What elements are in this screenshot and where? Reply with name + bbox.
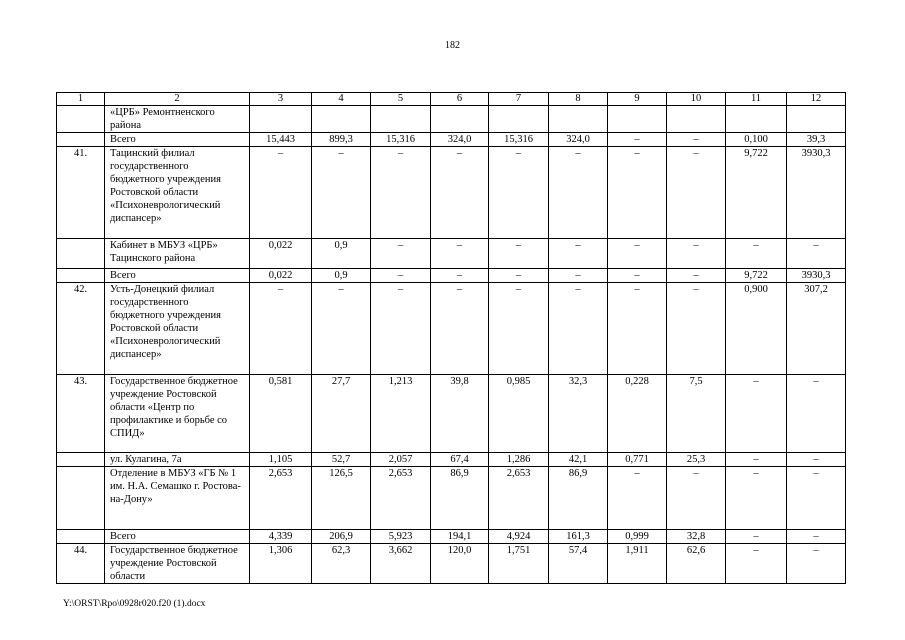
value-cell: 0,9 bbox=[312, 239, 371, 269]
value-cell: 206,9 bbox=[312, 530, 371, 544]
value-cell: 27,7 bbox=[312, 375, 371, 453]
value-cell: – bbox=[608, 147, 667, 239]
value-cell: – bbox=[489, 147, 549, 239]
table-row bbox=[57, 283, 846, 375]
value-cell: 32,3 bbox=[549, 375, 608, 453]
table-body bbox=[57, 106, 846, 584]
value-cell bbox=[726, 106, 787, 133]
value-cell: – bbox=[726, 239, 787, 269]
header-cell: 6 bbox=[431, 93, 489, 106]
value-cell: – bbox=[667, 147, 726, 239]
header-cell: 3 bbox=[250, 93, 312, 106]
value-cell: – bbox=[667, 239, 726, 269]
value-cell: – bbox=[431, 283, 489, 375]
row-number-cell: 41. bbox=[57, 147, 105, 239]
value-cell: 15,316 bbox=[489, 133, 549, 147]
header-cell: 10 bbox=[667, 93, 726, 106]
value-cell: – bbox=[549, 283, 608, 375]
value-cell bbox=[312, 106, 371, 133]
row-number-cell: 42. bbox=[57, 283, 105, 375]
value-cell: – bbox=[787, 467, 846, 530]
value-cell: 4,339 bbox=[250, 530, 312, 544]
value-cell: – bbox=[726, 467, 787, 530]
value-cell: – bbox=[667, 269, 726, 283]
value-cell: 0,228 bbox=[608, 375, 667, 453]
value-cell: 0,771 bbox=[608, 453, 667, 467]
value-cell: 15,443 bbox=[250, 133, 312, 147]
value-cell: – bbox=[371, 239, 431, 269]
value-cell: 5,923 bbox=[371, 530, 431, 544]
row-number-cell bbox=[57, 530, 105, 544]
value-cell: – bbox=[608, 239, 667, 269]
institution-name-cell: ул. Кулагина, 7а bbox=[105, 453, 250, 467]
value-cell: – bbox=[726, 375, 787, 453]
value-cell: 57,4 bbox=[549, 544, 608, 584]
value-cell: 1,105 bbox=[250, 453, 312, 467]
value-cell: 161,3 bbox=[549, 530, 608, 544]
institution-name-cell: Кабинет в МБУЗ «ЦРБ» Тацинского района bbox=[105, 239, 250, 269]
institution-name-cell: Всего bbox=[105, 530, 250, 544]
value-cell: – bbox=[250, 283, 312, 375]
value-cell: 86,9 bbox=[431, 467, 489, 530]
data-table bbox=[56, 92, 846, 584]
institution-name-cell: Всего bbox=[105, 133, 250, 147]
row-number-cell bbox=[57, 133, 105, 147]
value-cell: – bbox=[489, 283, 549, 375]
table-row bbox=[57, 530, 846, 544]
table-row bbox=[57, 467, 846, 530]
value-cell: – bbox=[371, 269, 431, 283]
value-cell: – bbox=[787, 544, 846, 584]
value-cell: 0,999 bbox=[608, 530, 667, 544]
value-cell: – bbox=[787, 239, 846, 269]
value-cell: – bbox=[608, 269, 667, 283]
value-cell: 120,0 bbox=[431, 544, 489, 584]
value-cell: 1,213 bbox=[371, 375, 431, 453]
value-cell bbox=[667, 106, 726, 133]
table-row bbox=[57, 375, 846, 453]
value-cell: – bbox=[312, 147, 371, 239]
value-cell: – bbox=[726, 530, 787, 544]
value-cell: – bbox=[787, 453, 846, 467]
value-cell: 324,0 bbox=[549, 133, 608, 147]
value-cell: 62,6 bbox=[667, 544, 726, 584]
value-cell: 52,7 bbox=[312, 453, 371, 467]
value-cell: 62,3 bbox=[312, 544, 371, 584]
value-cell: 9,722 bbox=[726, 269, 787, 283]
value-cell: – bbox=[371, 147, 431, 239]
value-cell bbox=[489, 106, 549, 133]
row-number-cell bbox=[57, 269, 105, 283]
value-cell: 9,722 bbox=[726, 147, 787, 239]
table-row bbox=[57, 239, 846, 269]
value-cell: 324,0 bbox=[431, 133, 489, 147]
table-row bbox=[57, 147, 846, 239]
institution-name-cell: Государственное бюджетное учреждение Ростовской области bbox=[105, 544, 250, 584]
value-cell: 86,9 bbox=[549, 467, 608, 530]
header-cell: 9 bbox=[608, 93, 667, 106]
value-cell: 7,5 bbox=[667, 375, 726, 453]
file-path-footer: Y:\ORST\Rpo\0928r020.f20 (1).docx bbox=[63, 599, 206, 609]
value-cell: – bbox=[608, 467, 667, 530]
value-cell: – bbox=[667, 283, 726, 375]
value-cell: 2,057 bbox=[371, 453, 431, 467]
value-cell: 0,022 bbox=[250, 239, 312, 269]
value-cell: 39,3 bbox=[787, 133, 846, 147]
row-number-cell bbox=[57, 106, 105, 133]
value-cell bbox=[787, 106, 846, 133]
value-cell: 1,751 bbox=[489, 544, 549, 584]
value-cell: – bbox=[489, 239, 549, 269]
row-number-cell bbox=[57, 467, 105, 530]
value-cell: 1,306 bbox=[250, 544, 312, 584]
value-cell: – bbox=[431, 239, 489, 269]
value-cell: 2,653 bbox=[250, 467, 312, 530]
value-cell: – bbox=[608, 133, 667, 147]
header-cell: 4 bbox=[312, 93, 371, 106]
value-cell: 126,5 bbox=[312, 467, 371, 530]
value-cell: 0,022 bbox=[250, 269, 312, 283]
value-cell: – bbox=[489, 269, 549, 283]
value-cell: – bbox=[608, 283, 667, 375]
value-cell bbox=[431, 106, 489, 133]
value-cell: 0,581 bbox=[250, 375, 312, 453]
header-cell: 7 bbox=[489, 93, 549, 106]
value-cell: 42,1 bbox=[549, 453, 608, 467]
value-cell: 0,985 bbox=[489, 375, 549, 453]
header-cell: 8 bbox=[549, 93, 608, 106]
value-cell: 32,8 bbox=[667, 530, 726, 544]
table-row bbox=[57, 269, 846, 283]
value-cell: – bbox=[549, 269, 608, 283]
value-cell bbox=[250, 106, 312, 133]
column-number-row bbox=[57, 93, 846, 106]
institution-name-cell: Всего bbox=[105, 269, 250, 283]
value-cell: – bbox=[312, 283, 371, 375]
institution-name-cell: «ЦРБ» Ремонтненского района bbox=[105, 106, 250, 133]
institution-name-cell: Усть-Донецкий филиал государственного бюджетного учреждения Ростовской области «Психоневрологический диспансер» bbox=[105, 283, 250, 375]
row-number-cell: 44. bbox=[57, 544, 105, 584]
table-row bbox=[57, 133, 846, 147]
institution-name-cell: Отделение в МБУЗ «ГБ № 1 им. Н.А. Семашко г. Ростова-на-Дону» bbox=[105, 467, 250, 530]
header-cell: 12 bbox=[787, 93, 846, 106]
value-cell: 1,911 bbox=[608, 544, 667, 584]
value-cell: 307,2 bbox=[787, 283, 846, 375]
row-number-cell bbox=[57, 239, 105, 269]
table-row bbox=[57, 453, 846, 467]
value-cell: – bbox=[667, 133, 726, 147]
header-cell: 1 bbox=[57, 93, 105, 106]
value-cell: – bbox=[726, 453, 787, 467]
page-number: 182 bbox=[445, 40, 460, 51]
value-cell: – bbox=[371, 283, 431, 375]
value-cell: 0,900 bbox=[726, 283, 787, 375]
value-cell: – bbox=[549, 239, 608, 269]
institution-name-cell: Тацинский филиал государственного бюджетного учреждения Ростовской области «Психоневрологический диспансер» bbox=[105, 147, 250, 239]
value-cell: – bbox=[250, 147, 312, 239]
value-cell: – bbox=[726, 544, 787, 584]
value-cell bbox=[371, 106, 431, 133]
value-cell: – bbox=[667, 467, 726, 530]
value-cell bbox=[608, 106, 667, 133]
value-cell: 1,286 bbox=[489, 453, 549, 467]
row-number-cell bbox=[57, 453, 105, 467]
value-cell: 39,8 bbox=[431, 375, 489, 453]
value-cell: 15,316 bbox=[371, 133, 431, 147]
value-cell: – bbox=[787, 530, 846, 544]
value-cell: 2,653 bbox=[489, 467, 549, 530]
value-cell bbox=[549, 106, 608, 133]
value-cell: 67,4 bbox=[431, 453, 489, 467]
value-cell: 25,3 bbox=[667, 453, 726, 467]
table-row bbox=[57, 544, 846, 584]
value-cell: 2,653 bbox=[371, 467, 431, 530]
header-cell: 2 bbox=[105, 93, 250, 106]
value-cell: – bbox=[431, 147, 489, 239]
value-cell: 3930,3 bbox=[787, 269, 846, 283]
table-row bbox=[57, 106, 846, 133]
value-cell: 0,9 bbox=[312, 269, 371, 283]
header-cell: 5 bbox=[371, 93, 431, 106]
value-cell: – bbox=[431, 269, 489, 283]
value-cell: – bbox=[549, 147, 608, 239]
value-cell: 4,924 bbox=[489, 530, 549, 544]
value-cell: 899,3 bbox=[312, 133, 371, 147]
value-cell: – bbox=[787, 375, 846, 453]
row-number-cell: 43. bbox=[57, 375, 105, 453]
value-cell: 3930,3 bbox=[787, 147, 846, 239]
institution-name-cell: Государственное бюджетное учреждение Ростовской области «Центр по профилактике и борьбе со СПИД» bbox=[105, 375, 250, 453]
header-cell: 11 bbox=[726, 93, 787, 106]
value-cell: 0,100 bbox=[726, 133, 787, 147]
value-cell: 194,1 bbox=[431, 530, 489, 544]
value-cell: 3,662 bbox=[371, 544, 431, 584]
